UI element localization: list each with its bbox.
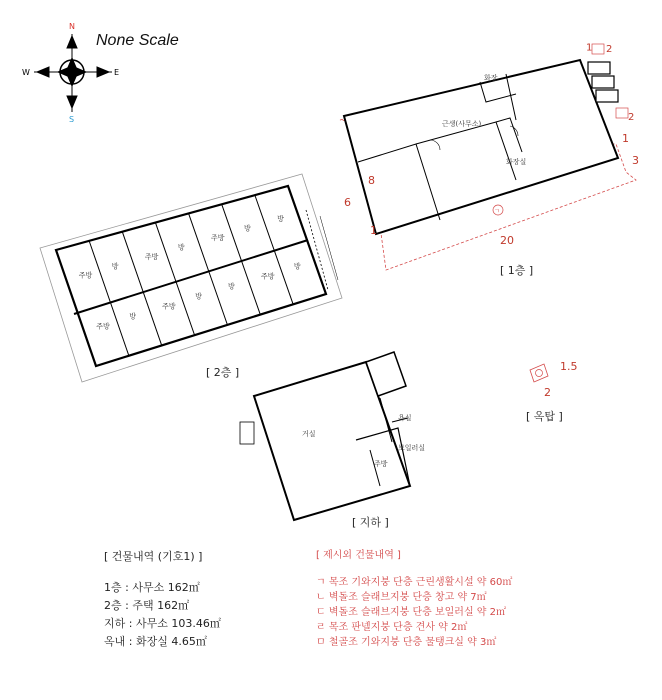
legend-item: 2층 : 주택 162㎡: [104, 599, 190, 612]
first-floor-plan: [330, 40, 640, 280]
dim-offset: 3: [632, 154, 639, 167]
room-label: 욕실: [398, 414, 412, 422]
basement-caption: [ 지하 ]: [352, 516, 389, 529]
room-label: 주방: [78, 271, 93, 280]
dim-length: 20: [500, 234, 514, 247]
room-label: 방: [177, 243, 185, 252]
compass-e-label: E: [114, 68, 120, 77]
rooftop-dim-w: 1.5: [560, 360, 578, 373]
dim-annex: 1: [586, 42, 593, 54]
building-legend: [104, 548, 221, 651]
dim-annex: 2: [606, 44, 613, 55]
room-label: 주방: [96, 322, 110, 331]
excluded-item: ㄱ 목조 기와지붕 단층 근린생활시설 약 60㎡: [316, 577, 513, 588]
second-floor-caption: [ 2층 ]: [206, 366, 240, 379]
room-label: 주방: [210, 233, 225, 242]
excluded-item: ㄴ 벽돌조 슬래브지붕 단층 창고 약 7㎡: [316, 592, 487, 603]
dim-offset: 1: [622, 132, 629, 145]
room-label: 방: [293, 262, 301, 271]
room-label: 화장: [484, 74, 498, 82]
room-label: 거실: [302, 430, 316, 438]
basement-plan: [230, 346, 440, 522]
dim-annex: 2: [628, 112, 635, 123]
dim-side: 8: [368, 174, 375, 187]
room-label: 방: [195, 292, 202, 301]
rooftop-caption: [ 옥탑 ]: [526, 410, 563, 423]
legend-item: 옥내 : 화장실 4.65㎡: [104, 635, 207, 648]
legend-heading: [ 건물내역 (기호1) ]: [104, 550, 203, 563]
room-label: 화장실: [506, 158, 527, 166]
room-label: 주방: [260, 272, 275, 281]
excluded-item: ㄷ 벽돌조 슬래브지붕 단층 보일러실 약 2㎡: [316, 607, 506, 618]
rooftop-dim-h: 2: [544, 386, 551, 399]
excluded-item: ㄹ 목조 판넬지붕 단층 견사 약 2㎡: [316, 622, 468, 633]
room-label: 방: [228, 282, 235, 291]
room-label: 방: [244, 224, 251, 233]
dim-side: 1: [370, 224, 377, 237]
marker-label: ㄱ: [494, 208, 500, 215]
room-label: 보일러실: [398, 444, 426, 452]
dim-depth: 6: [344, 196, 351, 209]
first-floor-caption: [ 1층 ]: [500, 264, 534, 277]
compass-w-label: W: [22, 68, 30, 77]
compass-s-label: S: [69, 115, 75, 124]
room-label: 근생(사무소): [442, 120, 482, 128]
compass-n-label: N: [69, 22, 75, 31]
room-label: 방: [111, 262, 119, 271]
legend-item: 1층 : 사무소 162㎡: [104, 581, 200, 594]
scale-title: None Scale: [96, 32, 179, 49]
excluded-heading: [ 제시외 건물내역 ]: [316, 550, 401, 561]
room-label: 주방: [144, 252, 159, 261]
excluded-buildings-legend: [316, 548, 512, 650]
excluded-item: ㅁ 철골조 기와지붕 단층 물탱크실 약 3㎡: [316, 637, 497, 648]
room-label: 주방: [162, 302, 176, 311]
legend-item: 지하 : 사무소 103.46㎡: [104, 617, 221, 630]
compass-rose-icon: [20, 14, 120, 124]
room-label: 방: [277, 214, 284, 223]
room-label: 방: [129, 312, 136, 321]
room-label: 주방: [374, 460, 388, 468]
